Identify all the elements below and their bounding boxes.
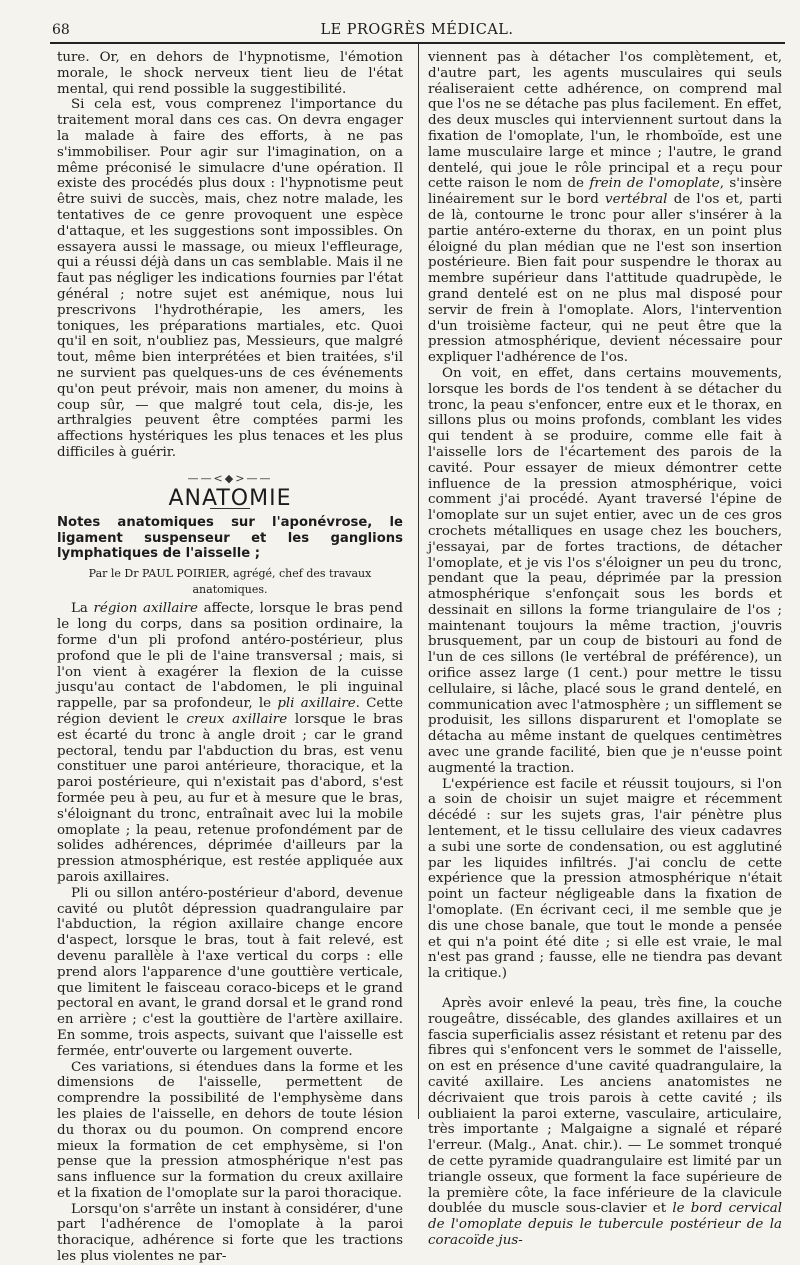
paragraph: Lorsqu'on s'arrête un instant à considérer, d'une part l'adhérence de l'omoplate à la paroi thoracique, adhérence si forte que les tractions les plus violentes ne par- <box>57 1201 403 1265</box>
right-column <box>428 50 782 1249</box>
column-divider <box>418 44 419 1119</box>
paragraph: Pli ou sillon antéro-postérieur d'abord, devenue cavité ou plutôt dépression quadrangulaire par l'abduction, la région axillaire change encore d'aspect, lorsque le bras, tout à fait relevé, est devenu parallèle à l'axe vertical du corps : elle prend alors l'apparence d'une gouttière verticale, que limitent le faisceau coraco-biceps et le grand pectoral en avant, le grand dorsal et le grand rond en arrière ; c'est la gouttière de l'artère axillaire. En somme, trois aspects, suivant que l'aisselle est fermée, entr'ouverte ou largement ouverte. <box>57 885 403 1059</box>
paragraph: On voit, en effet, dans certains mouvements, lorsque les bords de l'os tendent à se détacher du tronc, la peau s'enfoncer, entre eux et le thorax, en sillons plus ou moins profonds, comblant les vides qui tendent à se produire, comme elle fait à l'aisselle lors de l'écartement des parois de la cavité. Pour essayer de mieux démontrer cette influence de la pression atmosphérique, voici comment j'ai procédé. Ayant traversé l'épine de l'omoplate sur un sujet entier, avec un de ces gros crochets métalliques en usage chez les bouchers, j'essayai, par de fortes tractions, de détacher l'omoplate, et je vis l'os s'éloigner un peu du tronc, pendant que la peau, déprimée par la pression atmosphérique s'enfonçait sous les bords et dessinait en sillons la forme triangulaire de l'os ; maintenant toujours la même traction, j'ouvris brusquement, par un coup de bistouri au fond de l'un de ces sillons (le vertébral de préférence), un orifice assez large (1 cent.) pour mettre le tissu cellulaire, si lâche, placé sous le grand dentelé, en communication avec l'atmosphère ; un sifflement se produisit, les sillons disparurent et l'omoplate se détacha au même instant de quelques centimètres avec une grande facilité, bien que je n'eusse point augmenté la traction. <box>428 365 782 776</box>
byline: Par le Dr PAUL POIRIER, agrégé, chef des travaux anatomiques. <box>88 566 372 596</box>
paragraph: Après avoir enlevé la peau, très fine, la couche rougeâtre, dissécable, des glandes axillaires et un fascia superficialis assez résistant et retenu par des fibres qui s'enfoncent vers le sommet de l'aisselle, on est en présence d'une cavité quadrangulaire, la cavité axillaire. Les anciens anatomistes ne décrivaient que trois parois à cette cavité ; ils oubliaient la paroi externe, vasculaire, articulaire, très importante ; Malgaigne a signalé et réparé l'erreur. (Malg., Anat. chir.). — Le sommet tronqué de cette pyramide quadrangulaire est limité par un triangle osseux, que forment la face supérieure de la première côte, la face inférieure de la clavicule doublée du muscle sous-clavier et le bord cervical de l'omoplate depuis le tubercule postérieur de la coracoïde jus- <box>428 996 783 1248</box>
page-header <box>52 20 782 42</box>
paragraph: Ces variations, si étendues dans la forme et les dimensions de l'aisselle, permettent de comprendre la possibilité de l'emphysème dans les plaies de l'aisselle, en dehors de toute lésion du thorax ou du poumon. On comprend encore mieux la formation de cet emphysème, si l'on pense que la pression atmosphérique n'est pas sans influence sur la formation du creux axillaire et la fixation de l'omoplate sur la paroi thoracique. <box>57 1059 403 1201</box>
spacer <box>428 982 782 996</box>
article-title: Notes anatomiques sur l'aponévrose, le ligament suspenseur et les ganglions lymphatiques de l'aisselle ; <box>57 515 403 562</box>
left-column <box>57 50 403 1265</box>
paragraph: La région axillaire affecte, lorsque le bras pend le long du corps, dans sa position ordinaire, la forme d'un pli profond antéro-postérieur, plus profond que le pli de l'aine transversal ; mais, si l'on vient à exagérer la flexion de la cuisse jusqu'au contact de l'abdomen, le pli inguinal rappelle, par sa profondeur, le pli axillaire. Cette région devient le creux axillaire lorsque le bras est écarté du tronc à angle droit ; car le grand pectoral, tendu par l'abduction du bras, est venu constituer une paroi antérieure, thoracique, et la paroi postérieure, qui n'existait pas d'abord, s'est formée peu à peu, au fur et à mesure que le bras, s'éloignant du tronc, entraînait avec lui la mobile omoplate ; la peau, retenue profondément par de solides adhérences, déprimée d'ailleurs par la pression atmosphérique, est restée appliquée aux parois axillaires. <box>57 601 404 885</box>
paragraph: viennent pas à détacher l'os complètement, et, d'autre part, les agents musculaires qui seuls réaliseraient cette adhérence, on comprend mal que l'os ne se détache pas plus facilement. En effet, des deux muscles qui interviennent surtout dans la fixation de l'omoplate, l'un, le rhomboïde, est une lame musculaire large et mince ; l'autre, le grand dentelé, qui joue le rôle principal et a reçu pour cette raison le nom de frein de l'omoplate, s'insère linéairement sur le bord vertébral de l'os et, parti de là, contourne le tronc pour aller s'insérer à la partie antéro-externe du thorax, en un point plus éloigné du plan médian que ne l'est son insertion postérieure. Bien fait pour suspendre le thorax au membre supérieur dans l'attitude quadrupède, le grand dentelé est on ne plus mal disposé pour servir de frein à l'omoplate. Alors, l'intervention d'un troisième facteur, qui ne peut être que la pression atmosphérique, devient nécessaire pour expliquer l'adhérence de l'os. <box>428 50 782 366</box>
page-number: 68 <box>52 22 70 38</box>
paragraph: Si cela est, vous comprenez l'importance du traitement moral dans ces cas. On devra engager la malade à faire des efforts, à ne pas s'immobiliser. Pour agir sur l'imagination, on a même préconisé le simulacre d'une opération. Il existe des procédés plus doux : l'hypnotisme peut être suivi de succès, mais, chez notre malade, les tentatives de ce genre provoquent une espèce d'attaque, et les suggestions sont impossibles. On essayera aussi le massage, ou mieux l'effleurage, qui a réussi déjà dans un cas semblable. Mais il ne faut pas négliger les indications fournies par l'état général ; notre sujet est anémique, nous lui prescrivons l'hydrothérapie, les amers, les toniques, les préparations martiales, etc. Quoi qu'il en soit, n'oubliez pas, Messieurs, que malgré tout, même bien interprétées et bien traitées, s'il ne survient pas quelques-uns de ces événements qu'on peut prévoir, mais non amener, du moins à coup sûr, — que malgré tout cela, dis-je, les arthralgies peuvent être comptées parmi les affections hystériques les plus tenaces et les plus difficiles à guérir. <box>57 97 403 460</box>
paragraph: L'expérience est facile et réussit toujours, si l'on a soin de choisir un sujet maigre et récemment décédé : sur les sujets gras, l'air pénètre plus lentement, et le tissu cellulaire des vieux cadavres a subi une sorte de condensation, ou est agglutiné par les liquides infiltrés. J'ai conclu de cette expérience que la pression atmosphérique n'était point un facteur négligeable dans la fixation de l'omoplate. (En écrivant ceci, il me semble que je dis une chose banale, que tout le monde a pensée et qui n'a point été dite ; si elle est vraie, le mal n'est pas grand ; fausse, elle ne tiendra pas devant la critique.) <box>428 776 782 982</box>
paragraph: ture. Or, en dehors de l'hypnotisme, l'émotion morale, le shock nerveux tient lieu de l'état mental, qui rend possible la suggestibilité. <box>57 50 403 97</box>
section-title: ANATOMIE <box>168 485 292 511</box>
journal-title: LE PROGRÈS MÉDICAL. <box>320 22 514 38</box>
ornament-divider: ——<◆>—— <box>187 471 273 485</box>
